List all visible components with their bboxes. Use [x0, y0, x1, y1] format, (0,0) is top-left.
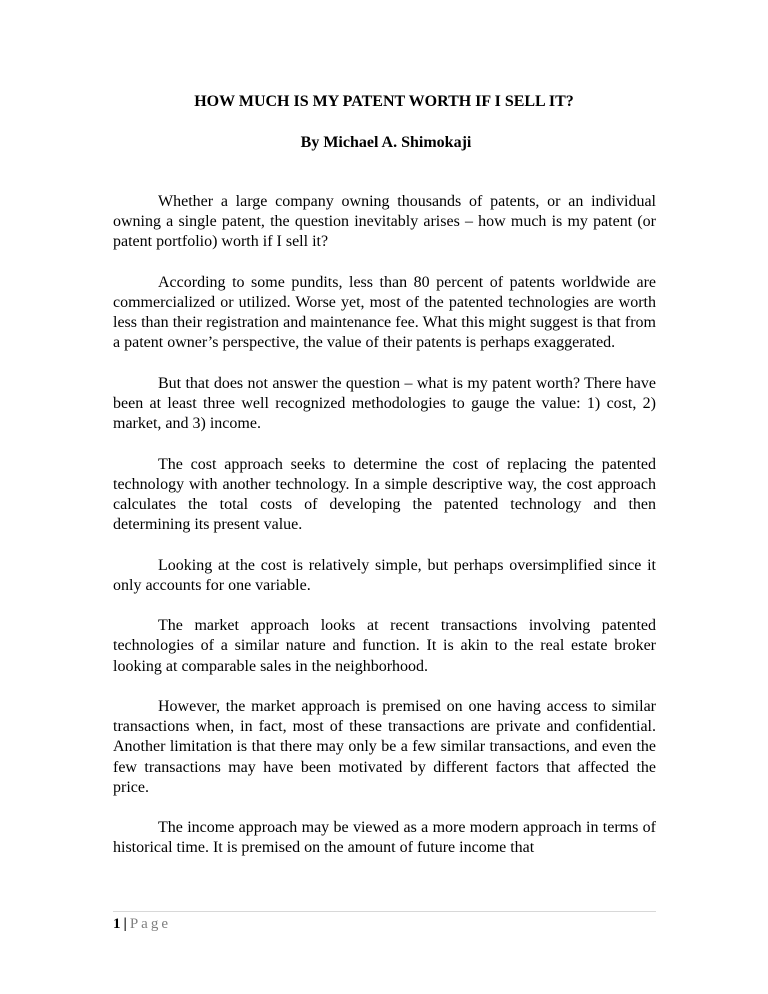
- paragraph: Whether a large company owning thousands of patents, or an individual owning a single patent, the question inevitably arises – how much is my patent (or patent portfolio) worth if I sell it?: [113, 193, 656, 251]
- document-author: By Michael A. Shimokaji: [300, 134, 472, 151]
- document-body: [113, 192, 656, 879]
- footer-separator: |: [123, 916, 127, 932]
- paragraph: The market approach looks at recent transactions involving patented technologies of a similar nature and function. It is akin to the real estate broker looking at comparable sales in the neighborhood.: [113, 617, 656, 675]
- paragraph: The cost approach seeks to determine the cost of replacing the patented technology with another technology. In a simple descriptive way, the cost approach calculates the total costs of developing the patented technology and then determining its present value.: [113, 455, 656, 534]
- page-footer: [113, 915, 171, 933]
- paragraph: According to some pundits, less than 80 percent of patents worldwide are commercialized or utilized. Worse yet, most of the patented technologies are worth less than their registration and maintenance fee. What this might suggest is that from a patent owner’s perspective, the value of their patents is perhaps exaggerated.: [113, 273, 656, 352]
- paragraph: Looking at the cost is relatively simple, but perhaps oversimplified since it only accounts for one variable.: [113, 556, 656, 594]
- page-number: 1: [113, 916, 121, 932]
- paragraph: The income approach may be viewed as a more modern approach in terms of historical time. It is premised on the amount of future income that: [113, 819, 656, 857]
- page-label: Page: [129, 916, 171, 932]
- paragraph: But that does not answer the question – what is my patent worth? There have been at least three well recognized methodologies to gauge the value: 1) cost, 2) market, and 3) income.: [113, 374, 656, 433]
- paragraph: However, the market approach is premised on one having access to similar transactions when, in fact, most of these transactions are private and confidential. Another limitation is that there may only be a few similar transactions, and even the few transactions may have been motivated by different factors that affected the price.: [113, 697, 656, 796]
- document-title: HOW MUCH IS MY PATENT WORTH IF I SELL IT?: [194, 93, 574, 110]
- footer-divider: [113, 911, 656, 912]
